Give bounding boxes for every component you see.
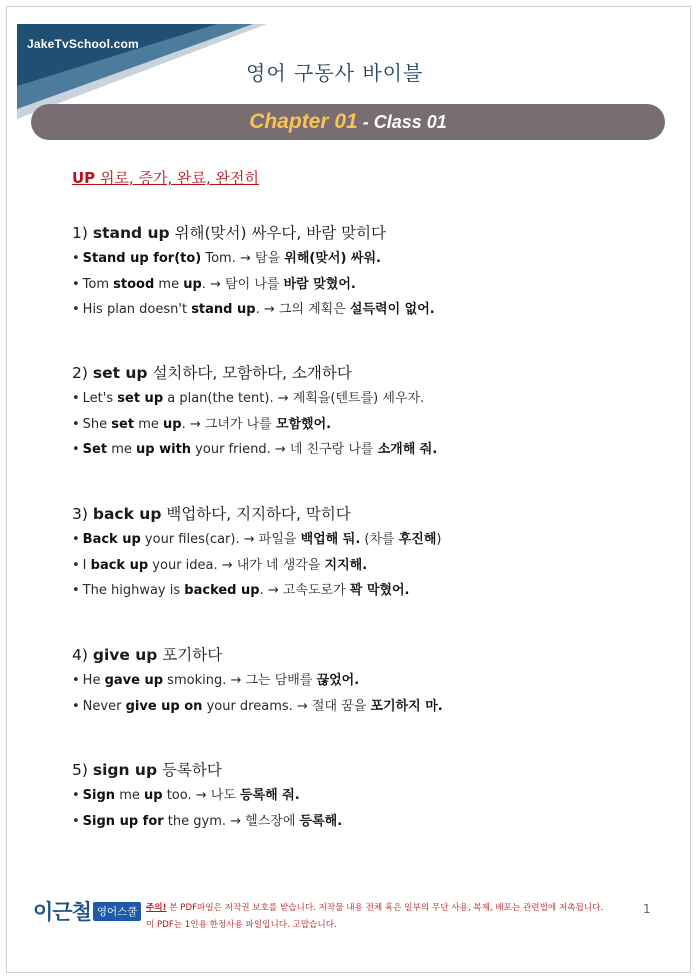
- highlighted-text: 소개해 줘.: [377, 442, 438, 457]
- bullet: •: [72, 442, 80, 457]
- bullet: •: [72, 557, 80, 573]
- highlighted-text: up: [183, 276, 202, 292]
- phrasal-verb: stand up: [92, 224, 170, 242]
- bullet: •: [72, 813, 80, 829]
- phrasal-meaning: 등록하다: [157, 761, 222, 779]
- highlighted-text: Stand up for(to): [82, 251, 202, 266]
- highlighted-text: 설득력이 없어.: [349, 302, 435, 317]
- notice-line-1: 본 PDF파일은 저작권 보호를 받습니다. 저작물 내용 전체 혹은 일부의 무단 사용, 복제, 배포는 관련법에 저촉됩니다.: [166, 903, 604, 913]
- bullet: •: [72, 251, 80, 266]
- highlighted-text: give up on: [125, 698, 203, 714]
- example-text: He: [82, 673, 105, 688]
- example-text: me: [115, 788, 144, 803]
- topic-meanings: 위로, 증가, 완료, 완전히: [95, 169, 259, 187]
- phrasal-verb: set up: [92, 364, 148, 382]
- example-text: me: [134, 416, 164, 432]
- highlighted-text: 등록해.: [299, 813, 343, 829]
- class-label: - Class 01: [357, 112, 447, 132]
- highlighted-text: up with: [136, 442, 192, 457]
- site-name: JakeTvSchool.com: [27, 37, 139, 51]
- highlighted-text: stand up: [191, 302, 256, 317]
- example-line: [72, 784, 342, 810]
- example-text: a plan(the tent). → 계획을(텐트를) 세우자.: [163, 391, 425, 406]
- highlighted-text: 백업해 둬.: [300, 532, 361, 547]
- bullet: •: [72, 416, 80, 432]
- highlighted-text: stood: [113, 276, 155, 292]
- highlighted-text: 바람 맞혔어.: [283, 276, 356, 292]
- highlighted-text: backed up: [184, 583, 260, 598]
- bullet: •: [72, 583, 80, 598]
- highlighted-text: 모함했어.: [275, 416, 332, 432]
- example-text: Tom: [82, 276, 114, 292]
- highlighted-text: set: [111, 416, 135, 432]
- example-line: [72, 273, 435, 299]
- highlighted-text: 끊었어.: [316, 673, 360, 688]
- example-line: [72, 669, 443, 695]
- phrasal-verb: sign up: [92, 761, 158, 779]
- highlighted-text: Set: [82, 442, 108, 457]
- highlighted-text: up: [163, 416, 182, 432]
- highlighted-text: up: [144, 788, 163, 803]
- chapter-bar: [31, 104, 665, 140]
- example-text: smoking. → 그는 담배를: [163, 673, 317, 688]
- example-text: . → 고속도로가: [259, 583, 350, 598]
- section-heading: 2) set up 설치하다, 모함하다, 소개하다: [72, 364, 352, 382]
- example-text: Let's: [82, 391, 118, 406]
- example-text: (차를: [360, 532, 399, 547]
- example-text: your files(car). → 파일을: [140, 532, 301, 547]
- highlighted-text: Sign up for: [82, 813, 164, 829]
- example-text: your idea. → 내가 네 생각을: [148, 557, 325, 573]
- logo-tag: 영어스쿨: [93, 902, 142, 921]
- notice-label: 주의!: [146, 903, 167, 913]
- bullet: •: [72, 698, 80, 714]
- highlighted-text: Back up: [82, 532, 141, 547]
- section-sign-up: [72, 758, 342, 835]
- logo-name: 이근철: [33, 900, 91, 924]
- book-title: 영어 구동사 바이블: [246, 61, 424, 85]
- example-text: . → 탐이 나를: [201, 276, 284, 292]
- notice-line-2: 이 PDF는 1인용 한정사용 파일입니다. 고맙습니다.: [146, 920, 337, 930]
- highlighted-text: Sign: [82, 788, 116, 803]
- topic-particle: UP: [72, 169, 96, 187]
- phrasal-verb: back up: [92, 505, 162, 523]
- example-line: [72, 554, 441, 580]
- example-text: . → 그녀가 나를: [181, 416, 276, 432]
- footer-logo: [33, 896, 141, 922]
- bullet: •: [72, 302, 80, 317]
- phrasal-meaning: 위해(맞서) 싸우다, 바람 맞히다: [169, 224, 387, 242]
- page-number: 1: [643, 902, 651, 916]
- bullet: •: [72, 391, 80, 406]
- section-heading: 4) give up 포기하다: [72, 646, 223, 664]
- bullet: •: [72, 673, 80, 688]
- section-heading: 1) stand up 위해(맞서) 싸우다, 바람 맞히다: [72, 224, 387, 242]
- topic-heading: [72, 167, 259, 188]
- phrasal-verb: give up: [92, 646, 158, 664]
- example-line: [72, 579, 441, 605]
- bullet: •: [72, 276, 80, 292]
- example-line: [72, 438, 437, 464]
- highlighted-text: back up: [90, 557, 149, 573]
- example-text: I: [82, 557, 91, 573]
- example-text: Never: [82, 698, 126, 714]
- phrasal-meaning: 백업하다, 지지하다, 막히다: [161, 505, 351, 523]
- example-text: Tom. → 탐을: [201, 251, 285, 266]
- phrasal-meaning: 포기하다: [157, 646, 223, 664]
- example-text: . → 그의 계획은: [255, 302, 350, 317]
- section-give-up: [72, 643, 443, 720]
- section-stand-up: [72, 221, 435, 324]
- example-text: your dreams. → 절대 꿈을: [202, 698, 371, 714]
- example-text: His plan doesn't: [82, 302, 192, 317]
- phrasal-meaning: 설치하다, 모함하다, 소개하다: [147, 364, 352, 382]
- example-line: [72, 247, 435, 273]
- highlighted-text: 지지해.: [324, 557, 368, 573]
- highlighted-text: 등록해 줘.: [240, 788, 300, 803]
- highlighted-text: gave up: [104, 673, 164, 688]
- example-line: [72, 810, 342, 836]
- section-set-up: [72, 361, 437, 464]
- example-text: too. → 나도: [162, 788, 241, 803]
- example-text: your friend. → 네 친구랑 나를: [191, 442, 378, 457]
- chapter-label: Chapter 01: [249, 110, 358, 133]
- bullet: •: [72, 532, 80, 547]
- section-heading: 3) back up 백업하다, 지지하다, 막히다: [72, 505, 351, 523]
- example-text: ): [436, 532, 442, 547]
- example-text: me: [107, 442, 137, 457]
- example-line: [72, 387, 437, 413]
- section-back-up: [72, 502, 441, 605]
- highlighted-text: 포기하지 마.: [370, 698, 443, 714]
- highlighted-text: set up: [117, 391, 164, 406]
- example-line: [72, 528, 441, 554]
- highlighted-text: 꽉 막혔어.: [349, 583, 410, 598]
- bullet: •: [72, 788, 80, 803]
- copyright-notice: [146, 900, 603, 934]
- example-line: [72, 413, 437, 439]
- example-text: The highway is: [82, 583, 185, 598]
- example-text: She: [82, 416, 112, 432]
- highlighted-text: 위해(맞서) 싸워.: [284, 251, 381, 266]
- highlighted-text: 후진해: [398, 532, 437, 547]
- example-text: the gym. → 헬스장에: [163, 813, 300, 829]
- section-heading: 5) sign up 등록하다: [72, 761, 222, 779]
- example-line: [72, 695, 443, 721]
- example-line: [72, 298, 435, 324]
- example-text: me: [154, 276, 184, 292]
